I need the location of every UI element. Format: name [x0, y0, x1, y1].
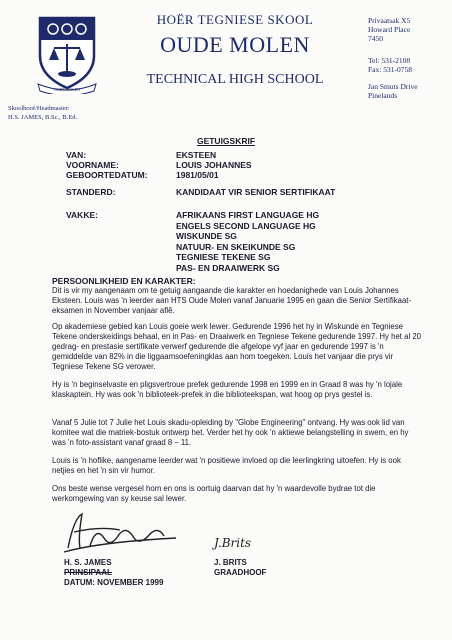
principal-name: H. S. JAMES [64, 558, 112, 567]
paragraph: Dit is vir my aangenaam om te getuig aangaande die karakter en hoedanighede van Louis Johannes Eksteen. Louis was 'n leerder aan HTS Oude Molen vanaf Januarie 1995 en gaan die Senior Sertifikaat-eksamen in November vanjaar aflê. [52, 286, 412, 315]
phone-number: Tel: 531-2108 [368, 56, 411, 65]
signatory-right [214, 558, 266, 578]
section-heading: PERSOONLIKHEID EN KARAKTER: [52, 276, 196, 286]
street-address [368, 82, 418, 100]
fax-number: Fax: 531-0758 [368, 65, 412, 74]
field-label-birthdate: GEBOORTEDATUM: [66, 170, 148, 180]
field-label-first-names: VOORNAME: [66, 160, 119, 170]
signatory-left [64, 558, 163, 588]
subject-item: ENGELS SECOND LANGUAGE HG [176, 220, 316, 231]
paragraph: Ons beste wense vergesel hom en ons is oortuig daarvan dat hy 'n waardevolle bydrae tot die werkomgewing van sy keuse sal lewer. [52, 484, 376, 503]
principal-role: PRINSIPAAL [64, 568, 112, 577]
field-value-first-names: LOUIS JOHANNES [176, 160, 252, 170]
postal-address [368, 16, 410, 43]
headmaster-info [8, 104, 77, 122]
headmaster-name: H.S. JAMES, B.Sc., B.Ed. [8, 114, 78, 121]
field-value-surname: EKSTEEN [176, 150, 217, 160]
headmaster-label: Skoolhoof/Headmaster: [8, 105, 70, 112]
subject-item: PAS- EN DRAAIWERK SG [176, 262, 280, 273]
subject-item: WISKUNDE SG [176, 231, 237, 241]
paragraph: Vanaf 5 Julie tot 7 Julie het Louis skadu-opleiding by "Globe Engineering" ontvang. Hy was ook lid van komitee wat die matriek-bostuk ontwerp het. Verder het hy ook 'n aktiewe belangstelling in swem, en hy was 'n foto-assistant vanaf graad 8 – 11. [52, 418, 409, 447]
subjects-list [176, 210, 319, 273]
document-date: DATUM: NOVEMBER 1999 [64, 578, 164, 587]
address-line: Privaatsak X5 [368, 16, 411, 25]
field-value-birthdate: 1981/05/01 [176, 170, 219, 180]
school-name: OUDE MOLEN [160, 32, 310, 57]
address-line: Jan Smuts Drive [368, 82, 418, 91]
field-label-surname: VAN: [66, 150, 87, 160]
school-name-afrikaans: HOËR TEGNIESE SKOOL [156, 12, 314, 27]
graadhoof-role: GRAADHOOF [214, 568, 267, 577]
address-line: Pinelands [368, 91, 398, 100]
subject-item: AFRIKAANS FIRST LANGUAGE HG [176, 210, 320, 220]
field-value-standard: KANDIDAAT VIR SENIOR SERTIFIKAAT [176, 187, 336, 197]
crest-motto: OUDE MOLEN [53, 87, 81, 92]
subject-item: NATUUR- EN SKEIKUNDE SG [176, 241, 296, 252]
school-name-english: TECHNICAL HIGH SCHOOL [146, 72, 324, 87]
graadhoof-name: J. BRITS [214, 558, 247, 567]
subject-item: TEGNIESE TEKENE SG [176, 252, 271, 262]
address-line: 7450 [368, 34, 383, 43]
graadhoof-signature: J.Brits [214, 536, 252, 550]
paragraph: Louis is 'n hoflike, aangename leerder wat 'n positiewe invloed op die leerlingkring uitoefen. Hy is ook netjies en het 'n sin vir humor. [52, 456, 401, 475]
address-line: Howard Place [368, 25, 411, 34]
document-title: GETUIGSKRIF [196, 136, 256, 146]
field-label-standard: STANDERD: [66, 187, 116, 197]
paragraph: Op akademiese gebied kan Louis goeie werk lewer. Gedurende 1996 het hy in Wiskunde en Tegniese Tekene onderskeidings behaal, en in Pas- en Draaiwerk en Tegniese Tekene gedurende 1997. Hy het al 20 gedrag- en prestasie sertifikate verwerf gedurende die afgelope vyf jaar en gedurende 1997 is 'n gemiddelde van 82% in die liggaamsoefeningklas aan hom toegeken. Louis het vanjaar die prys vir Tegniese Tekene SG verower. [52, 322, 422, 371]
contact-numbers [368, 56, 412, 74]
paragraph: Hy is 'n beginselvaste en pligsvertroue prefek gedurende 1998 en 1999 en in Graad 8 was hy 'n lojale klaskaptein. Hy was ook 'n biblioteek-prefek in die biblioteekspan, wat hoog op prys gestel is. [52, 380, 403, 399]
principal-signature [60, 508, 180, 554]
field-label-subjects: VAKKE: [66, 210, 98, 220]
school-crest-logo [36, 14, 98, 94]
